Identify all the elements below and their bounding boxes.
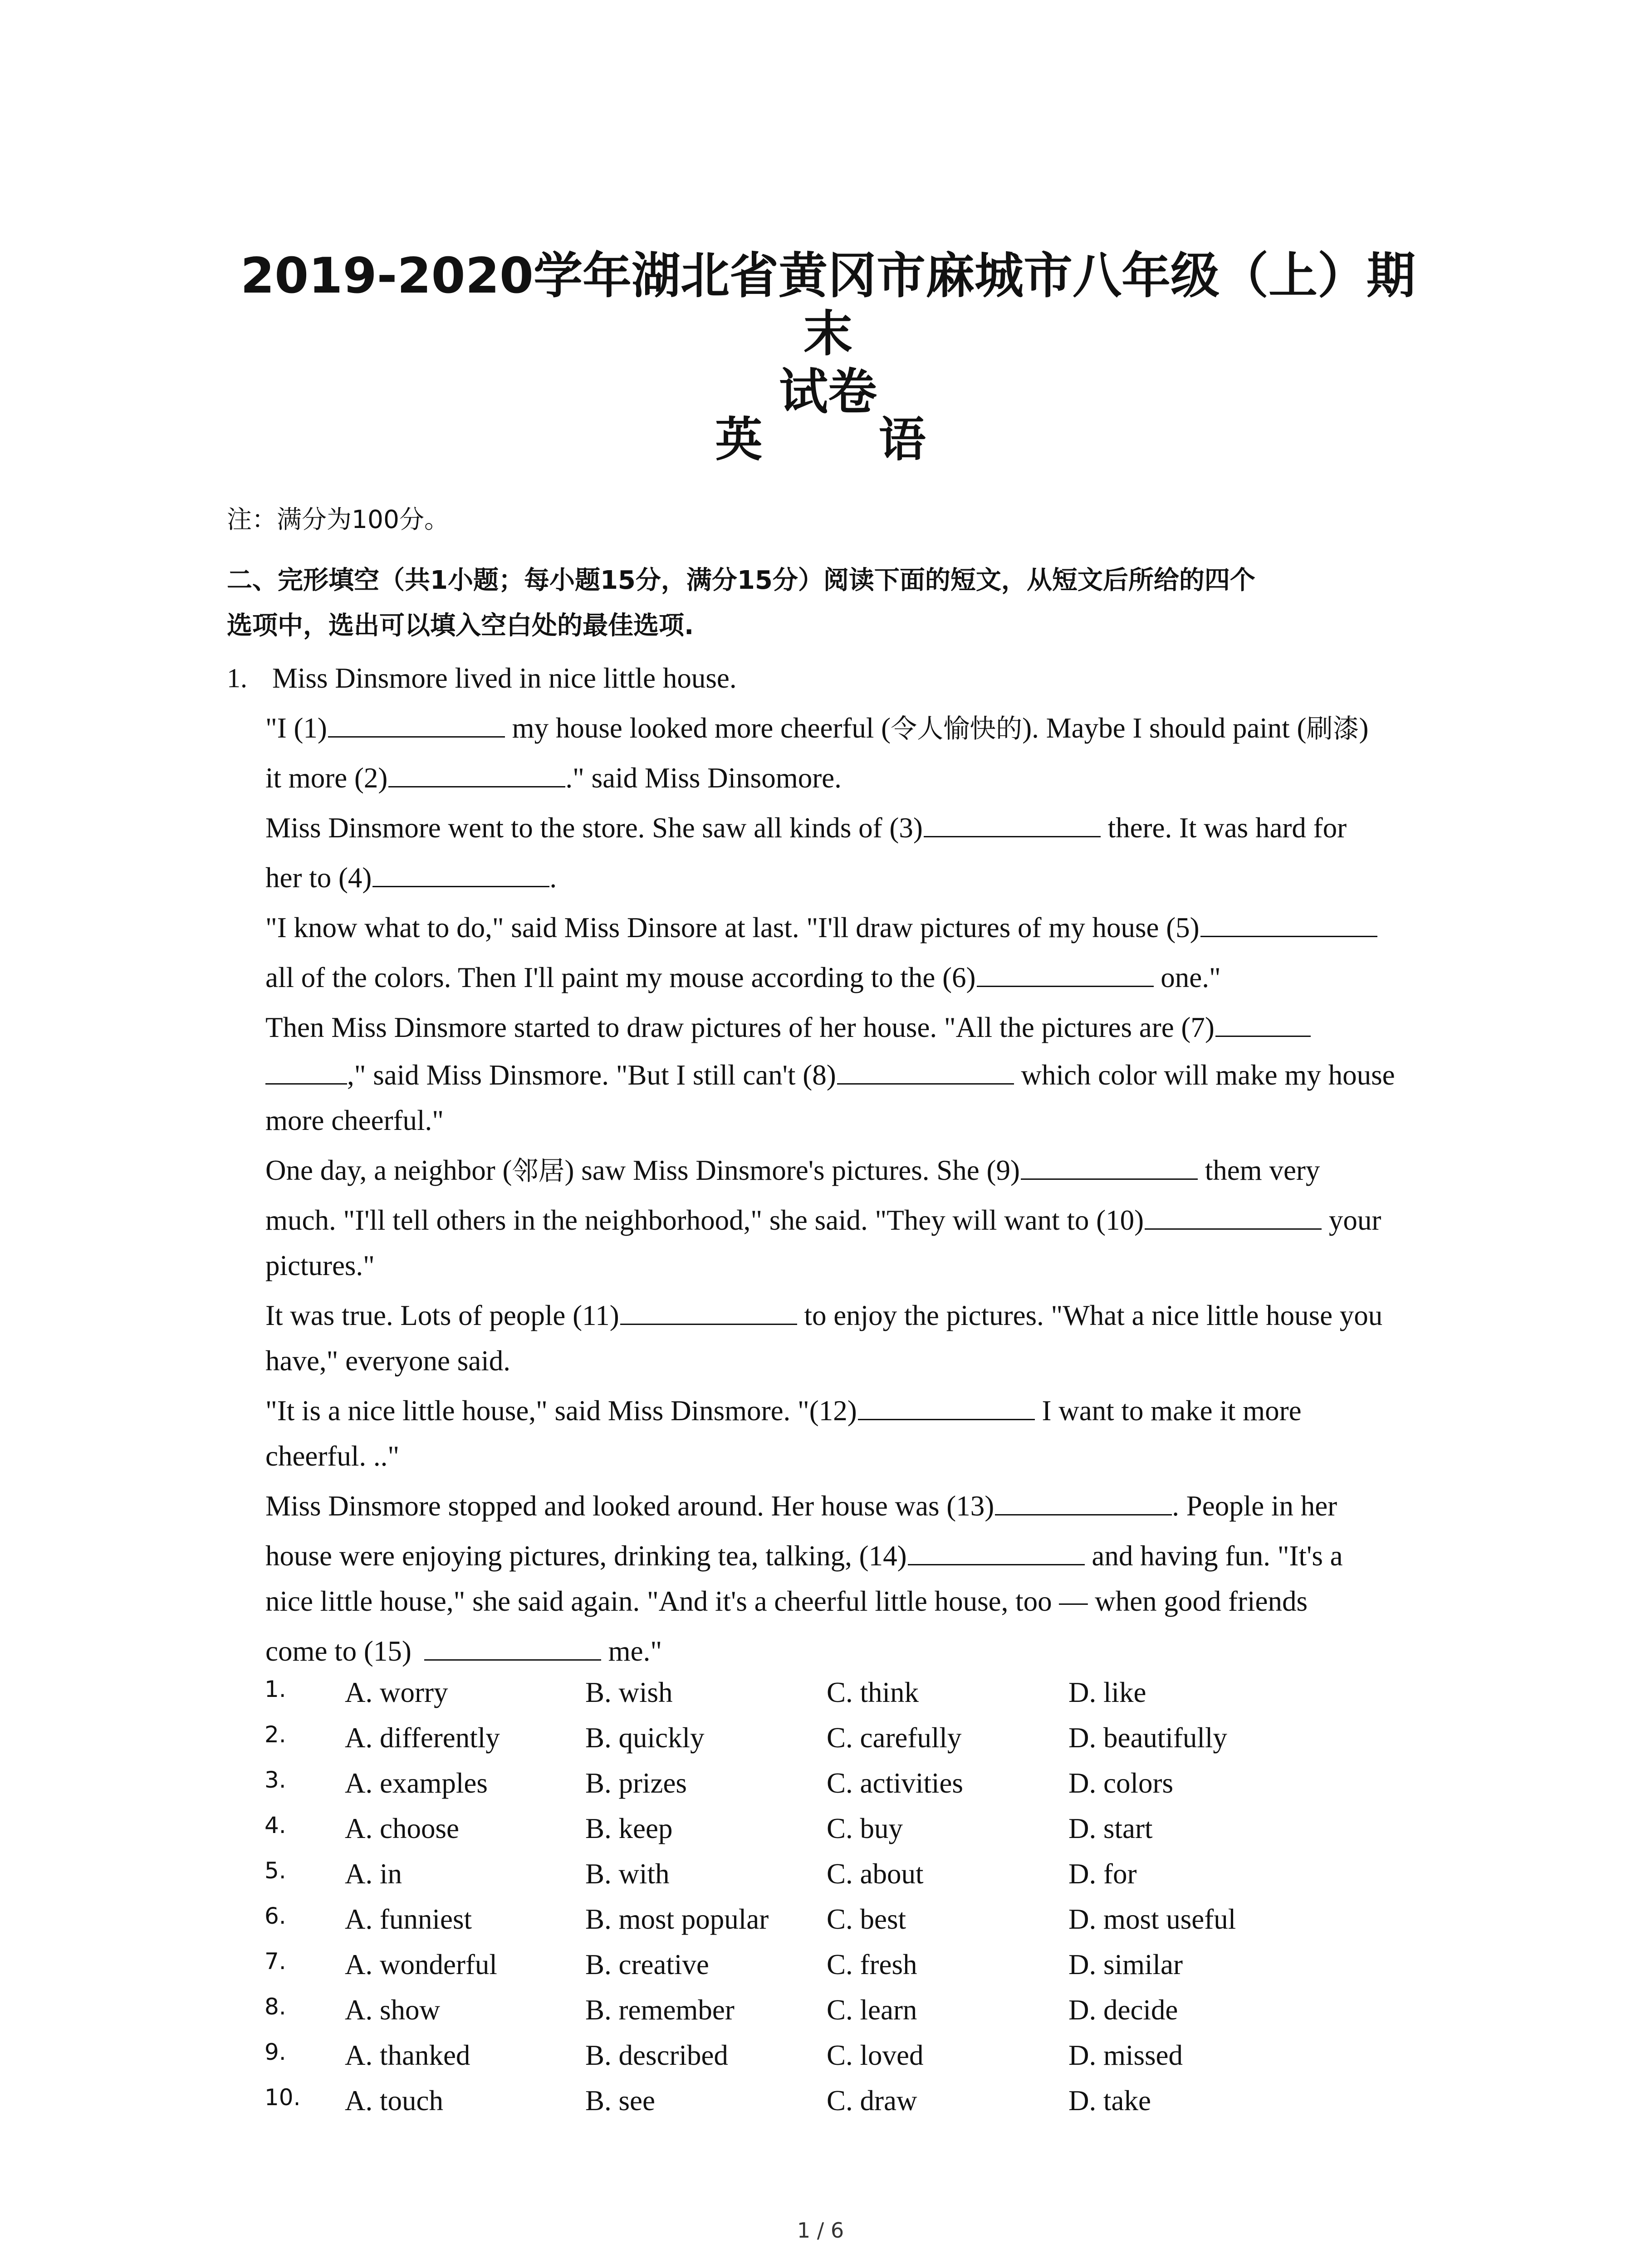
- question-number: 1.: [227, 663, 247, 693]
- subject-heading: 英 语: [715, 412, 976, 467]
- option-b[interactable]: B. with: [585, 1858, 670, 1890]
- option-c[interactable]: C. carefully: [827, 1722, 962, 1754]
- passage-text: "I (1): [265, 712, 327, 744]
- option-c[interactable]: C. loved: [827, 2039, 924, 2071]
- option-number: 4.: [265, 1812, 286, 1838]
- passage-line: [265, 1152, 1320, 1189]
- page-number: 1 / 6: [797, 2218, 844, 2243]
- option-number: 6.: [265, 1903, 286, 1929]
- blank-3[interactable]: [924, 811, 1101, 837]
- passage-text: ): [1359, 712, 1369, 744]
- blank-9[interactable]: [1021, 1153, 1198, 1180]
- chinese-gloss: 令人愉快的: [891, 713, 1023, 744]
- option-number: 3.: [265, 1767, 286, 1793]
- passage-text: have," everyone said.: [265, 1345, 510, 1377]
- option-number: 1.: [265, 1676, 286, 1702]
- passage-text: ." said Miss Dinsomore.: [565, 762, 842, 794]
- passage-text: all of the colors. Then I'll paint my mouse according to the (6): [265, 962, 976, 993]
- passage-text: One day, a neighbor (: [265, 1154, 512, 1186]
- option-row: [0, 1812, 1641, 1848]
- blank-1[interactable]: [328, 711, 505, 738]
- option-a[interactable]: A. in: [345, 1858, 402, 1890]
- blank-4[interactable]: [372, 860, 549, 887]
- passage-text: cheerful. ..": [265, 1440, 400, 1472]
- score-note: 注：满分为100分。: [227, 505, 449, 534]
- option-row: [0, 1721, 1641, 1758]
- blank-11[interactable]: [620, 1298, 797, 1325]
- passage-line: [265, 1343, 510, 1379]
- option-c[interactable]: C. activities: [827, 1767, 963, 1799]
- passage-line: [265, 959, 1221, 996]
- option-a[interactable]: A. wonderful: [345, 1949, 497, 1980]
- option-c[interactable]: C. buy: [827, 1813, 903, 1844]
- option-d[interactable]: D. for: [1068, 1858, 1137, 1890]
- chinese-gloss: 刷漆: [1306, 713, 1359, 744]
- option-b[interactable]: B. keep: [585, 1813, 673, 1844]
- passage-text: there. It was hard for: [1107, 812, 1347, 844]
- option-row: [0, 2084, 1641, 2121]
- passage-text: your: [1328, 1204, 1381, 1236]
- option-row: [0, 1948, 1641, 1984]
- passage-line: [265, 909, 1377, 946]
- option-number: 9.: [265, 2039, 286, 2065]
- passage-text: ). Maybe I should paint (: [1022, 712, 1307, 744]
- option-d[interactable]: D. decide: [1068, 1994, 1178, 2026]
- passage-line: [265, 810, 1347, 846]
- passage-line: [265, 860, 557, 896]
- blank-7[interactable]: [1215, 1010, 1311, 1037]
- passage-line: [272, 660, 737, 696]
- option-number: 8.: [265, 1994, 286, 2020]
- title-line-1: 2019-2020学年湖北省黄冈市麻城市八年级（上）期末: [240, 248, 1416, 362]
- passage-line: [265, 760, 842, 796]
- option-c[interactable]: C. fresh: [827, 1949, 917, 1980]
- option-d[interactable]: D. take: [1068, 2085, 1151, 2116]
- passage-text: Miss Dinsmore lived in nice little house.: [272, 662, 737, 694]
- option-b[interactable]: B. see: [585, 2085, 655, 2116]
- option-b[interactable]: B. wish: [585, 1677, 673, 1708]
- passage-text: ) saw Miss Dinsmore's pictures. She (9): [564, 1154, 1020, 1186]
- passage-text: much. "I'll tell others in the neighborhood," she said. "They will want to (10): [265, 1204, 1144, 1236]
- passage-text: nice little house," she said again. "And it's a cheerful little house, too — when good friends: [265, 1585, 1308, 1617]
- passage-text: one.": [1161, 962, 1221, 993]
- option-c[interactable]: C. best: [827, 1903, 906, 1935]
- blank-5[interactable]: [1200, 910, 1377, 937]
- option-a[interactable]: A. choose: [345, 1813, 459, 1844]
- option-row: [0, 1767, 1641, 1803]
- passage-text: I want to make it more: [1042, 1395, 1302, 1427]
- option-b[interactable]: B. creative: [585, 1949, 709, 1980]
- blank-7-continued[interactable]: [265, 1058, 347, 1085]
- passage-line: [265, 1297, 1382, 1334]
- passage-text: Miss Dinsmore went to the store. She saw all kinds of (3): [265, 812, 923, 844]
- option-d[interactable]: D. most useful: [1068, 1903, 1236, 1935]
- option-row: [0, 1994, 1641, 2030]
- passage-text: house were enjoying pictures, drinking tea, talking, (14): [265, 1540, 907, 1572]
- option-b[interactable]: B. remember: [585, 1994, 735, 2026]
- passage-line: [265, 1247, 375, 1284]
- passage-text: come to (15): [265, 1635, 411, 1667]
- passage-line: [265, 1488, 1337, 1524]
- passage-line: [265, 710, 1369, 747]
- option-a[interactable]: A. worry: [345, 1677, 448, 1708]
- passage-text: her to (4): [265, 862, 372, 894]
- passage-line: [265, 1202, 1381, 1238]
- option-d[interactable]: D. beautifully: [1068, 1722, 1227, 1754]
- option-number: 7.: [265, 1948, 286, 1975]
- option-number: 2.: [265, 1721, 286, 1748]
- option-c[interactable]: C. draw: [827, 2085, 917, 2116]
- blank-2[interactable]: [388, 761, 565, 787]
- option-c[interactable]: C. learn: [827, 1994, 917, 2026]
- option-d[interactable]: D. start: [1068, 1813, 1153, 1844]
- option-row: [0, 1676, 1641, 1712]
- option-b[interactable]: B. quickly: [585, 1722, 705, 1754]
- passage-line: [265, 1538, 1343, 1574]
- passage-text: my house looked more cheerful (: [512, 712, 891, 744]
- passage-text: "It is a nice little house," said Miss Dinsmore. "(12): [265, 1395, 857, 1427]
- passage-text: Miss Dinsmore stopped and looked around. Her house was (13): [265, 1490, 994, 1522]
- chinese-gloss: 邻居: [512, 1155, 565, 1186]
- passage-line: [265, 1393, 1302, 1429]
- passage-text: to enjoy the pictures. "What a nice little house you: [804, 1300, 1383, 1331]
- option-c[interactable]: C. think: [827, 1677, 919, 1708]
- passage-text: and having fun. "It's a: [1092, 1540, 1343, 1572]
- option-a[interactable]: A. differently: [345, 1722, 500, 1754]
- passage-text: it more (2): [265, 762, 388, 794]
- passage-line: [265, 1057, 1395, 1093]
- option-d[interactable]: D. colors: [1068, 1767, 1173, 1799]
- passage-line: [265, 1009, 1311, 1046]
- passage-text: It was true. Lots of people (11): [265, 1300, 619, 1331]
- section-line-2: 选项中，选出可以填入空白处的最佳选项.: [227, 611, 694, 640]
- section-line-1: 二、完形填空（共1小题；每小题15分，满分15分）阅读下面的短文，从短文后所给的四个: [227, 566, 1255, 595]
- title-line-2: 试卷: [779, 364, 877, 420]
- option-row: [0, 1903, 1641, 1939]
- option-a[interactable]: A. show: [345, 1994, 441, 2026]
- option-a[interactable]: A. thanked: [345, 2039, 470, 2071]
- option-row: [0, 2039, 1641, 2075]
- option-a[interactable]: A. touch: [345, 2085, 443, 2116]
- passage-text: .: [549, 862, 557, 894]
- option-a[interactable]: A. funniest: [345, 1903, 472, 1935]
- passage-text: me.": [608, 1635, 662, 1667]
- passage-text: Then Miss Dinsmore started to draw pictures of her house. "All the pictures are (7): [265, 1012, 1215, 1043]
- passage-text: which color will make my house: [1021, 1059, 1395, 1091]
- option-number: 5.: [265, 1857, 286, 1884]
- passage-line: [265, 1102, 444, 1139]
- blank-14[interactable]: [908, 1539, 1085, 1565]
- option-d[interactable]: D. similar: [1068, 1949, 1183, 1980]
- passage-text: them very: [1205, 1154, 1320, 1186]
- option-b[interactable]: B. most popular: [585, 1903, 769, 1935]
- passage-text: "I know what to do," said Miss Dinsore at last. "I'll draw pictures of my house (5): [265, 912, 1200, 943]
- passage-text: . People in her: [1172, 1490, 1337, 1522]
- blank-10[interactable]: [1145, 1203, 1322, 1230]
- passage-line: [265, 1438, 399, 1474]
- blank-8[interactable]: [837, 1058, 1014, 1085]
- section-heading: [227, 558, 1461, 649]
- option-number: 10.: [265, 2084, 301, 2111]
- option-b[interactable]: B. described: [585, 2039, 728, 2071]
- passage-text: pictures.": [265, 1250, 375, 1281]
- option-row: [0, 1857, 1641, 1894]
- passage-text: more cheerful.": [265, 1105, 444, 1136]
- option-c[interactable]: C. about: [827, 1858, 924, 1890]
- passage-text: ," said Miss Dinsmore. "But I still can't (8): [347, 1059, 836, 1091]
- blank-13[interactable]: [995, 1489, 1172, 1515]
- blank-15[interactable]: [424, 1634, 601, 1661]
- blank-12[interactable]: [858, 1393, 1035, 1420]
- passage-line: [265, 1633, 662, 1669]
- option-b[interactable]: B. prizes: [585, 1767, 687, 1799]
- passage-line: [265, 1583, 1308, 1619]
- page-title: [227, 247, 1429, 421]
- option-d[interactable]: D. missed: [1068, 2039, 1183, 2071]
- blank-6[interactable]: [977, 960, 1154, 987]
- option-a[interactable]: A. examples: [345, 1767, 488, 1799]
- option-d[interactable]: D. like: [1068, 1677, 1146, 1708]
